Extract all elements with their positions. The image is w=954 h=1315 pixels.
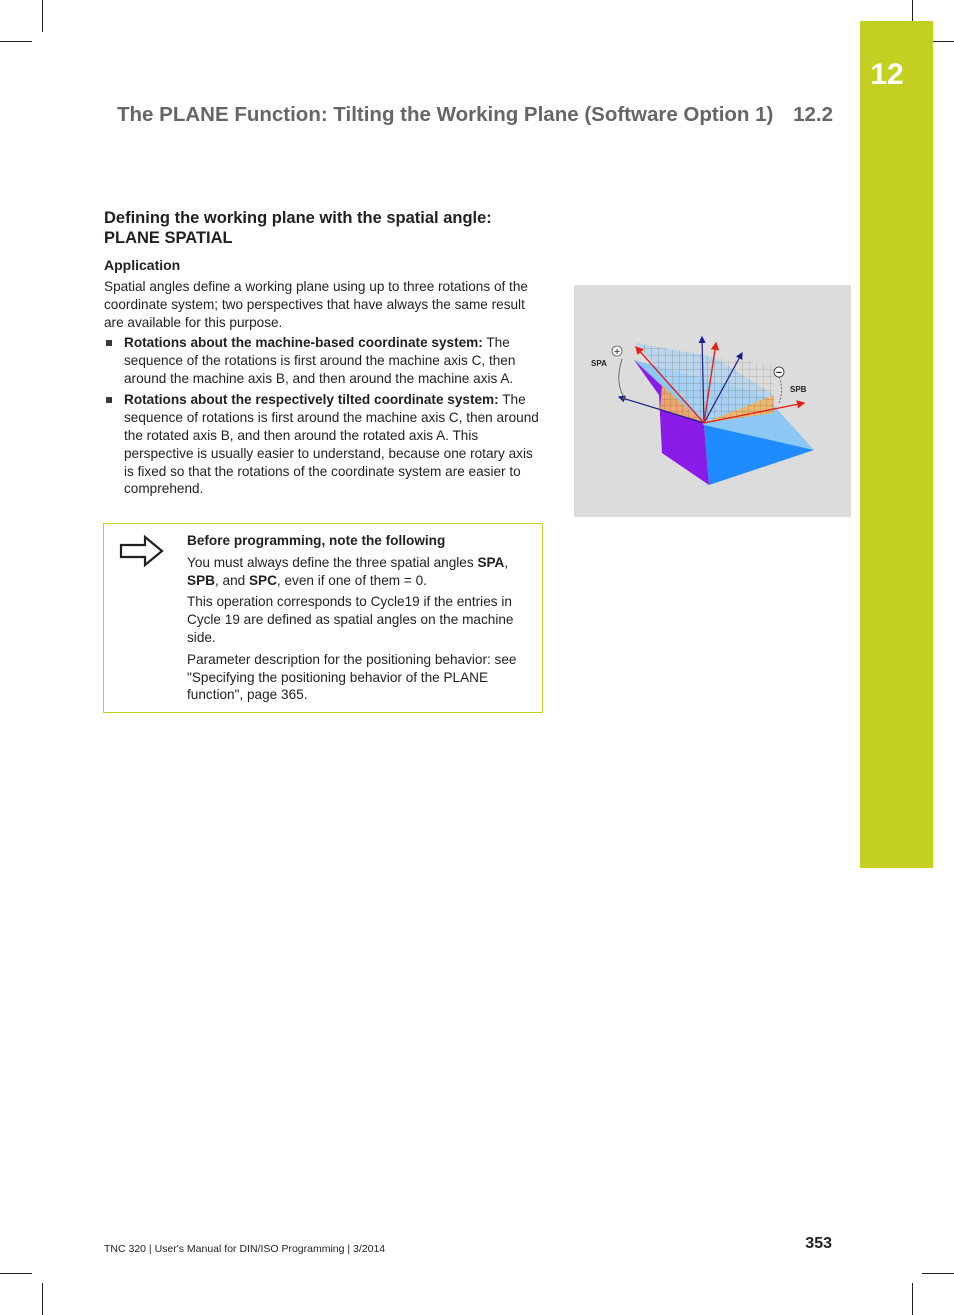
note-box (103, 523, 543, 713)
label-spa: SPA (591, 359, 607, 368)
keyword-spa: SPA (477, 554, 505, 570)
intro-paragraph: Spatial angles define a working plane using up to three rotations of the coordinate system; two perspectives that have always the same result are available for this purpose. (104, 279, 528, 330)
minus-sign: − (775, 367, 783, 379)
chapter-number: 12 (870, 58, 904, 91)
note-title: Before programming, note the following (187, 533, 446, 548)
note-text: , and (214, 572, 249, 588)
footer-manual-info: TNC 320 | User's Manual for DIN/ISO Programming | 3/2014 (104, 1243, 386, 1255)
chapter-tab (860, 21, 933, 868)
note-text: , even if one of them = 0. (276, 572, 427, 588)
spb-arc (779, 377, 782, 403)
crop-mark (912, 1283, 913, 1315)
arrow-right-icon (118, 534, 166, 573)
list-item (104, 334, 544, 387)
bullet-list (104, 334, 544, 502)
section-heading (104, 208, 554, 248)
list-item (104, 391, 544, 498)
bullet-bold: Rotations about the respectively tilted coordinate system: (124, 392, 499, 408)
page-number: 353 (805, 1235, 832, 1252)
subheading-application: Application (104, 257, 181, 273)
note-body (187, 532, 532, 708)
bullet-bold: Rotations about the machine-based coordinate system: (124, 335, 483, 350)
running-head-title: The PLANE Function: Tilting the Working Plane (Software Option 1) (117, 103, 774, 126)
section-heading-line1: Defining the working plane with the spatial angle: (104, 209, 492, 227)
crop-mark (42, 0, 43, 32)
bullet-square-icon (106, 397, 112, 403)
note-text: , (504, 554, 509, 570)
crop-mark (0, 41, 32, 42)
figure-svg (574, 285, 851, 517)
label-spb: SPB (790, 385, 807, 394)
crop-mark (42, 1283, 43, 1315)
note-paragraph: Parameter description for the positioning behavior: see "Specifying the positioning behavior of the PLANE function", page 365. (187, 651, 517, 703)
keyword-spc: SPC (248, 572, 277, 588)
bullet-text: The sequence of the rotations is first around the machine axis C, then around the machine axis B, and then around the machine axis A. (124, 335, 516, 386)
note-paragraph: This operation corresponds to Cycle19 if the entries in Cycle 19 are defined as spatial angles on the machine side. (187, 594, 514, 645)
bullet-square-icon (106, 340, 112, 346)
spatial-angle-figure (574, 285, 851, 517)
crop-mark (922, 1273, 954, 1274)
running-head-section: 12.2 (793, 103, 833, 126)
note-text: You must always define the three spatial angles (187, 554, 478, 570)
keyword-spb: SPB (187, 572, 215, 588)
plus-sign: + (614, 347, 620, 358)
spa-arc (619, 359, 626, 400)
crop-mark (0, 1273, 32, 1274)
bullet-text: The sequence of rotations is first around the machine axis C, then around the rotated axis B, and then around the rotated axis A. This perspective is usually easier to understand, because one rotary axis is fixed so that the rotations of the coordinate system are easier to comprehend. (124, 392, 539, 497)
running-head (117, 103, 833, 127)
section-heading-line2: PLANE SPATIAL (104, 229, 233, 247)
note-paragraph (187, 554, 532, 590)
